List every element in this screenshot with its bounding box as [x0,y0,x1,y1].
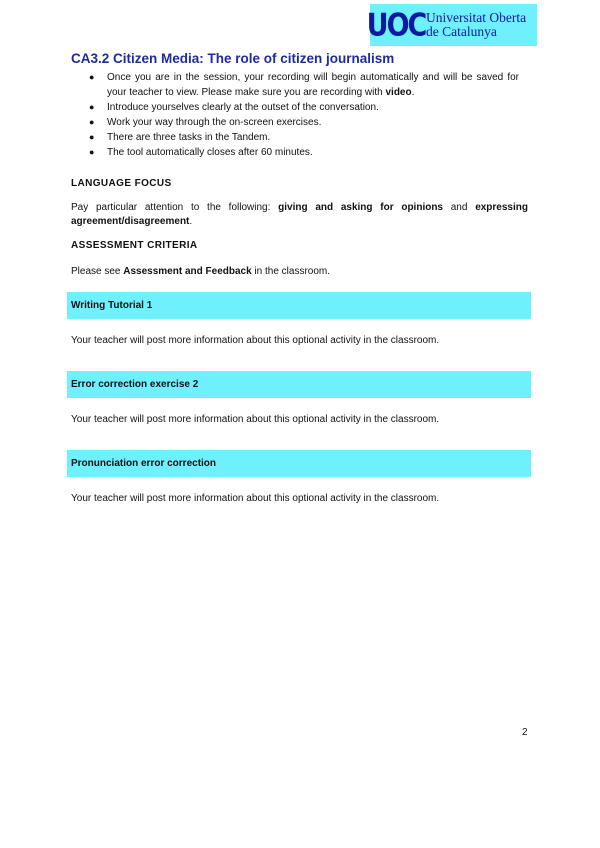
page-title: CA3.2 Citizen Media: The role of citizen journalism [71,51,395,66]
list-item: ● There are three tasks in the Tandem. [89,132,271,143]
bullet-icon: ● [89,132,95,142]
language-focus-heading: LANGUAGE FOCUS [71,178,172,189]
uoc-logo-text [426,11,526,39]
bullet-icon: ● [89,102,95,112]
page-number: 2 [522,727,528,738]
bullet-icon: ● [89,147,95,157]
list-item: ● Work your way through the on-screen exercises. [89,117,322,128]
section-text-writing-tutorial: Your teacher will post more information about this optional activity in the classroom. [71,335,440,346]
section-text-error-correction: Your teacher will post more information about this optional activity in the classroom. [71,414,440,425]
section-header-pronunciation: Pronunciation error correction [67,450,531,477]
bullet-icon: ● [89,72,95,82]
instructions-list [89,70,519,160]
uoc-logo-mark [366,4,426,46]
list-item: ● The tool automatically closes after 60 minutes. [89,147,313,158]
section-header-writing-tutorial: Writing Tutorial 1 [67,292,531,319]
language-focus-text: Pay particular attention to the following: giving and asking for opinions and expressing agreement/disagreement. [71,202,528,227]
logo-line-1: Universitat Oberta [426,10,527,25]
list-item: ● Once you are in the session, your recording will begin automatically and will be saved for your teacher to view. Please make sure you are recording with video. [89,72,519,98]
logo-line-2: de Catalunya [426,24,497,39]
uoc-logo-letters: UOC [366,7,426,43]
section-text-pronunciation: Your teacher will post more information about this optional activity in the classroom. [71,493,440,504]
uoc-logo [366,4,537,46]
bullet-icon: ● [89,117,95,127]
assessment-heading: ASSESSMENT CRITERIA [71,240,198,251]
section-header-error-correction: Error correction exercise 2 [67,371,531,398]
assessment-text: Please see Assessment and Feedback in the classroom. [71,266,331,277]
list-item: ● Introduce yourselves clearly at the outset of the conversation. [89,102,379,113]
